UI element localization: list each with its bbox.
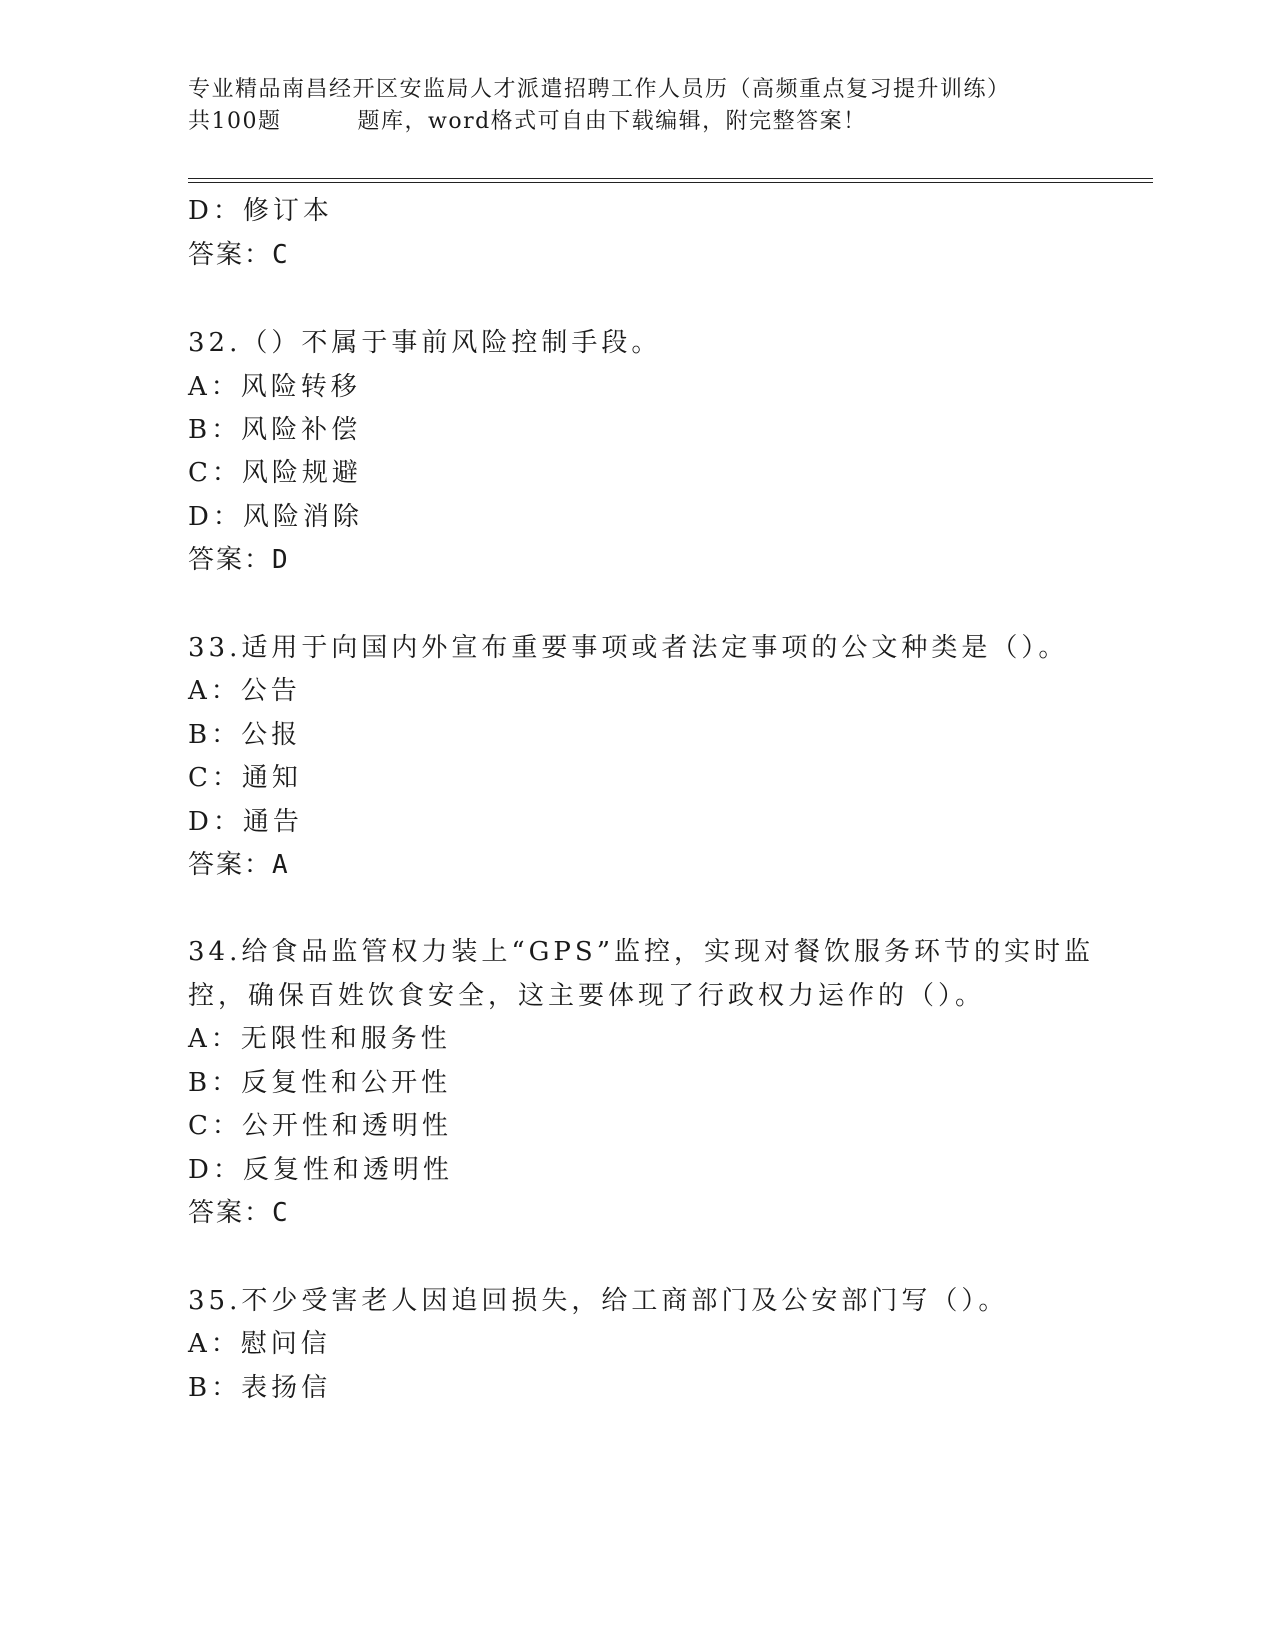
answer-value: C bbox=[272, 240, 290, 270]
header-subtitle bbox=[188, 106, 1148, 138]
question-33-stem: 33.适用于向国内外宣布重要事项或者法定事项的公文种类是（）。 bbox=[188, 633, 1069, 663]
question-35-stem: 35.不少受害老人因追回损失，给工商部门及公安部门写（）。 bbox=[188, 1286, 1009, 1316]
question-33-option-c: C：通知 bbox=[188, 763, 302, 793]
question-32-option-c: C：风险规避 bbox=[188, 458, 362, 488]
question-34-stem-line2: 控，确保百姓饮食安全，这主要体现了行政权力运作的（）。 bbox=[188, 981, 986, 1011]
document-header bbox=[188, 74, 1148, 138]
question-32-option-b: B：风险补偿 bbox=[188, 415, 362, 445]
question-35-option-a: A：慰问信 bbox=[188, 1329, 331, 1359]
question-33-answer bbox=[188, 844, 290, 881]
question-34-option-d: D：反复性和透明性 bbox=[188, 1155, 453, 1185]
answer-value: D bbox=[272, 545, 290, 575]
header-divider-top bbox=[188, 178, 1153, 179]
question-34-answer bbox=[188, 1192, 290, 1229]
prev-answer bbox=[188, 234, 290, 271]
question-32-answer bbox=[188, 539, 290, 576]
question-32-stem: 32.（）不属于事前风险控制手段。 bbox=[188, 328, 662, 358]
header-description: 题库，word格式可自由下载编辑，附完整答案！ bbox=[357, 109, 867, 134]
question-34-option-b: B：反复性和公开性 bbox=[188, 1068, 452, 1098]
question-34-option-c: C：公开性和透明性 bbox=[188, 1111, 452, 1141]
header-divider-bottom bbox=[188, 182, 1153, 183]
question-33-option-a: A：公告 bbox=[188, 676, 301, 706]
answer-value: A bbox=[272, 850, 290, 880]
answer-label: 答案： bbox=[188, 1198, 273, 1228]
question-34-option-a: A：无限性和服务性 bbox=[188, 1024, 451, 1054]
prev-option-d: D：修订本 bbox=[188, 196, 333, 226]
question-33-option-b: B：公报 bbox=[188, 720, 302, 750]
header-title: 专业精品南昌经开区安监局人才派遣招聘工作人员历（高频重点复习提升训练） bbox=[188, 77, 1011, 102]
header-question-count: 共100题 bbox=[188, 109, 282, 134]
question-34-stem-line1: 34.给食品监管权力装上“GPS”监控，实现对餐饮服务环节的实时监 bbox=[188, 937, 1095, 967]
question-32-option-a: A：风险转移 bbox=[188, 372, 361, 402]
answer-label: 答案： bbox=[188, 850, 273, 880]
answer-label: 答案： bbox=[188, 240, 273, 270]
answer-value: C bbox=[272, 1198, 290, 1228]
question-33-option-d: D：通告 bbox=[188, 807, 303, 837]
answer-label: 答案： bbox=[188, 545, 273, 575]
question-35-option-b: B：表扬信 bbox=[188, 1373, 332, 1403]
question-32-option-d: D：风险消除 bbox=[188, 502, 363, 532]
